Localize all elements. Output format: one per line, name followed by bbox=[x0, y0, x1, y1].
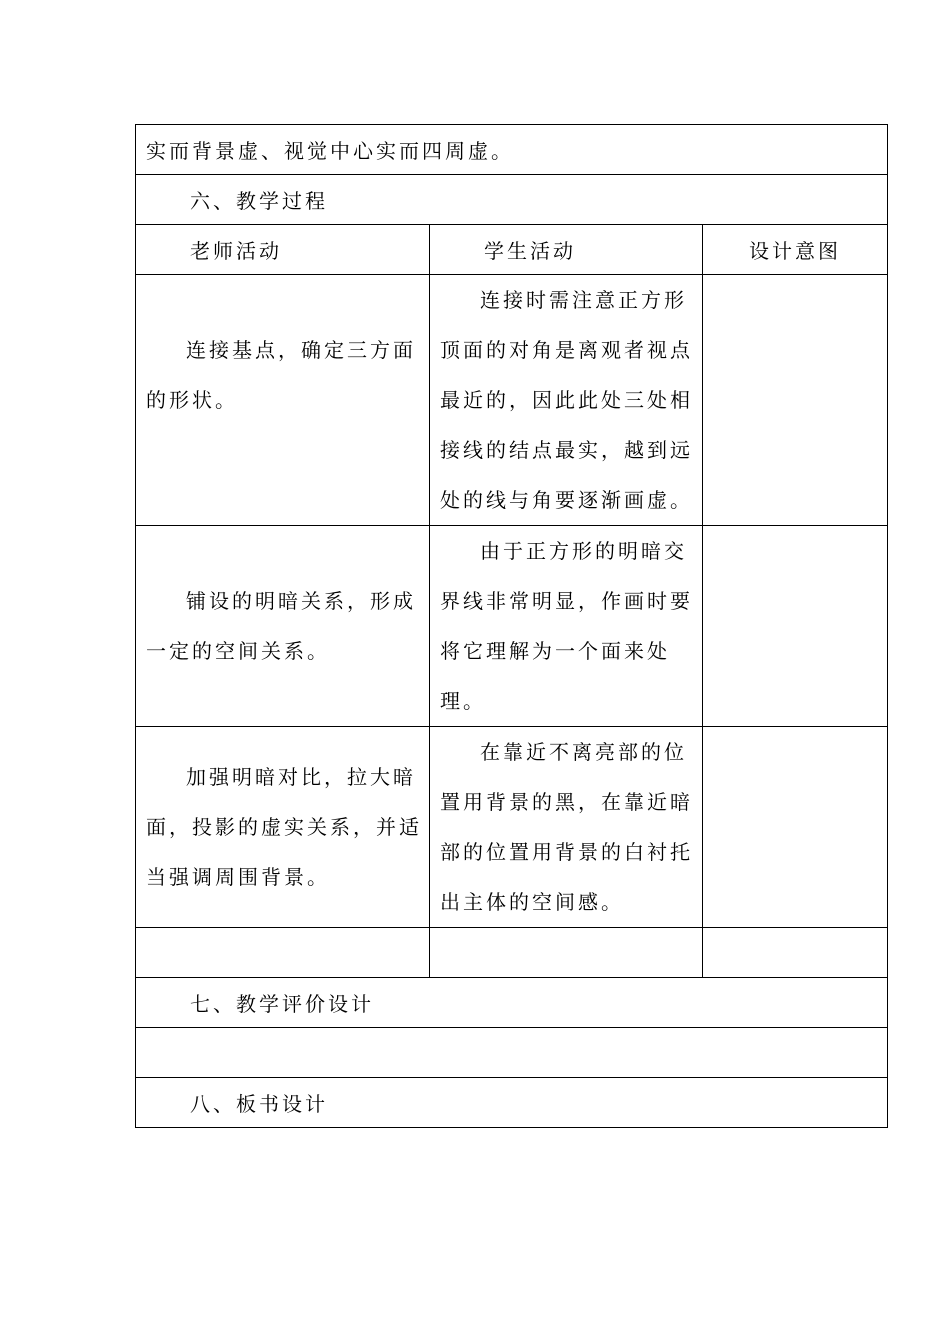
table-row bbox=[136, 727, 888, 928]
empty-cell bbox=[430, 928, 703, 978]
section-7-row bbox=[136, 978, 888, 1028]
student-line: 顶面的对角是离观者视点 bbox=[440, 338, 693, 362]
student-line: 界线非常明显，作画时要 bbox=[440, 589, 693, 613]
table-row bbox=[136, 526, 888, 727]
section-7-title: 七、教学评价设计 bbox=[136, 978, 888, 1028]
empty-cell bbox=[703, 928, 888, 978]
student-activity-cell bbox=[430, 526, 703, 727]
teacher-line: 面，投影的虚实关系，并适 bbox=[146, 815, 422, 839]
student-line: 由于正方形的明暗交 bbox=[480, 539, 687, 563]
student-line: 将它理解为一个面来处 bbox=[440, 639, 670, 663]
empty-table-row bbox=[136, 928, 888, 978]
header-design-intent: 设计意图 bbox=[703, 225, 888, 275]
intro-text: 实而背景虚、视觉中心实而四周虚。 bbox=[136, 125, 888, 175]
student-line: 理。 bbox=[440, 689, 486, 713]
teacher-line: 当强调周围背景。 bbox=[146, 865, 330, 889]
header-student-activity: 学生活动 bbox=[430, 225, 703, 275]
teacher-activity-cell bbox=[136, 275, 430, 526]
student-line: 置用背景的黑，在靠近暗 bbox=[440, 790, 693, 814]
table-row bbox=[136, 275, 888, 526]
section-8-row bbox=[136, 1078, 888, 1128]
section-6-row bbox=[136, 175, 888, 225]
student-line: 连接时需注意正方形 bbox=[480, 288, 687, 312]
teacher-activity-cell bbox=[136, 526, 430, 727]
section-7-content-row bbox=[136, 1028, 888, 1078]
intro-row bbox=[136, 125, 888, 175]
student-line: 在靠近不离亮部的位 bbox=[480, 740, 687, 764]
teacher-line: 铺设的明暗关系，形成 bbox=[186, 589, 416, 613]
teacher-line: 加强明暗对比，拉大暗 bbox=[186, 765, 416, 789]
empty-cell bbox=[136, 1028, 888, 1078]
section-8-title: 八、板书设计 bbox=[136, 1078, 888, 1128]
student-line: 出主体的空间感。 bbox=[440, 890, 624, 914]
teacher-activity-cell bbox=[136, 727, 430, 928]
student-activity-cell bbox=[430, 727, 703, 928]
design-intent-cell bbox=[703, 275, 888, 526]
student-line: 最近的，因此此处三处相 bbox=[440, 388, 693, 412]
teacher-line: 的形状。 bbox=[146, 388, 238, 412]
section-6-title: 六、教学过程 bbox=[136, 175, 888, 225]
student-line: 处的线与角要逐渐画虚。 bbox=[440, 488, 693, 512]
student-activity-cell bbox=[430, 275, 703, 526]
table-header-row bbox=[136, 225, 888, 275]
design-intent-cell bbox=[703, 727, 888, 928]
student-line: 接线的结点最实，越到远 bbox=[440, 438, 693, 462]
lesson-plan-table bbox=[135, 124, 888, 1128]
empty-cell bbox=[136, 928, 430, 978]
header-teacher-activity: 老师活动 bbox=[136, 225, 430, 275]
teacher-line: 一定的空间关系。 bbox=[146, 639, 330, 663]
teacher-line: 连接基点，确定三方面 bbox=[186, 338, 416, 362]
student-line: 部的位置用背景的白衬托 bbox=[440, 840, 693, 864]
design-intent-cell bbox=[703, 526, 888, 727]
